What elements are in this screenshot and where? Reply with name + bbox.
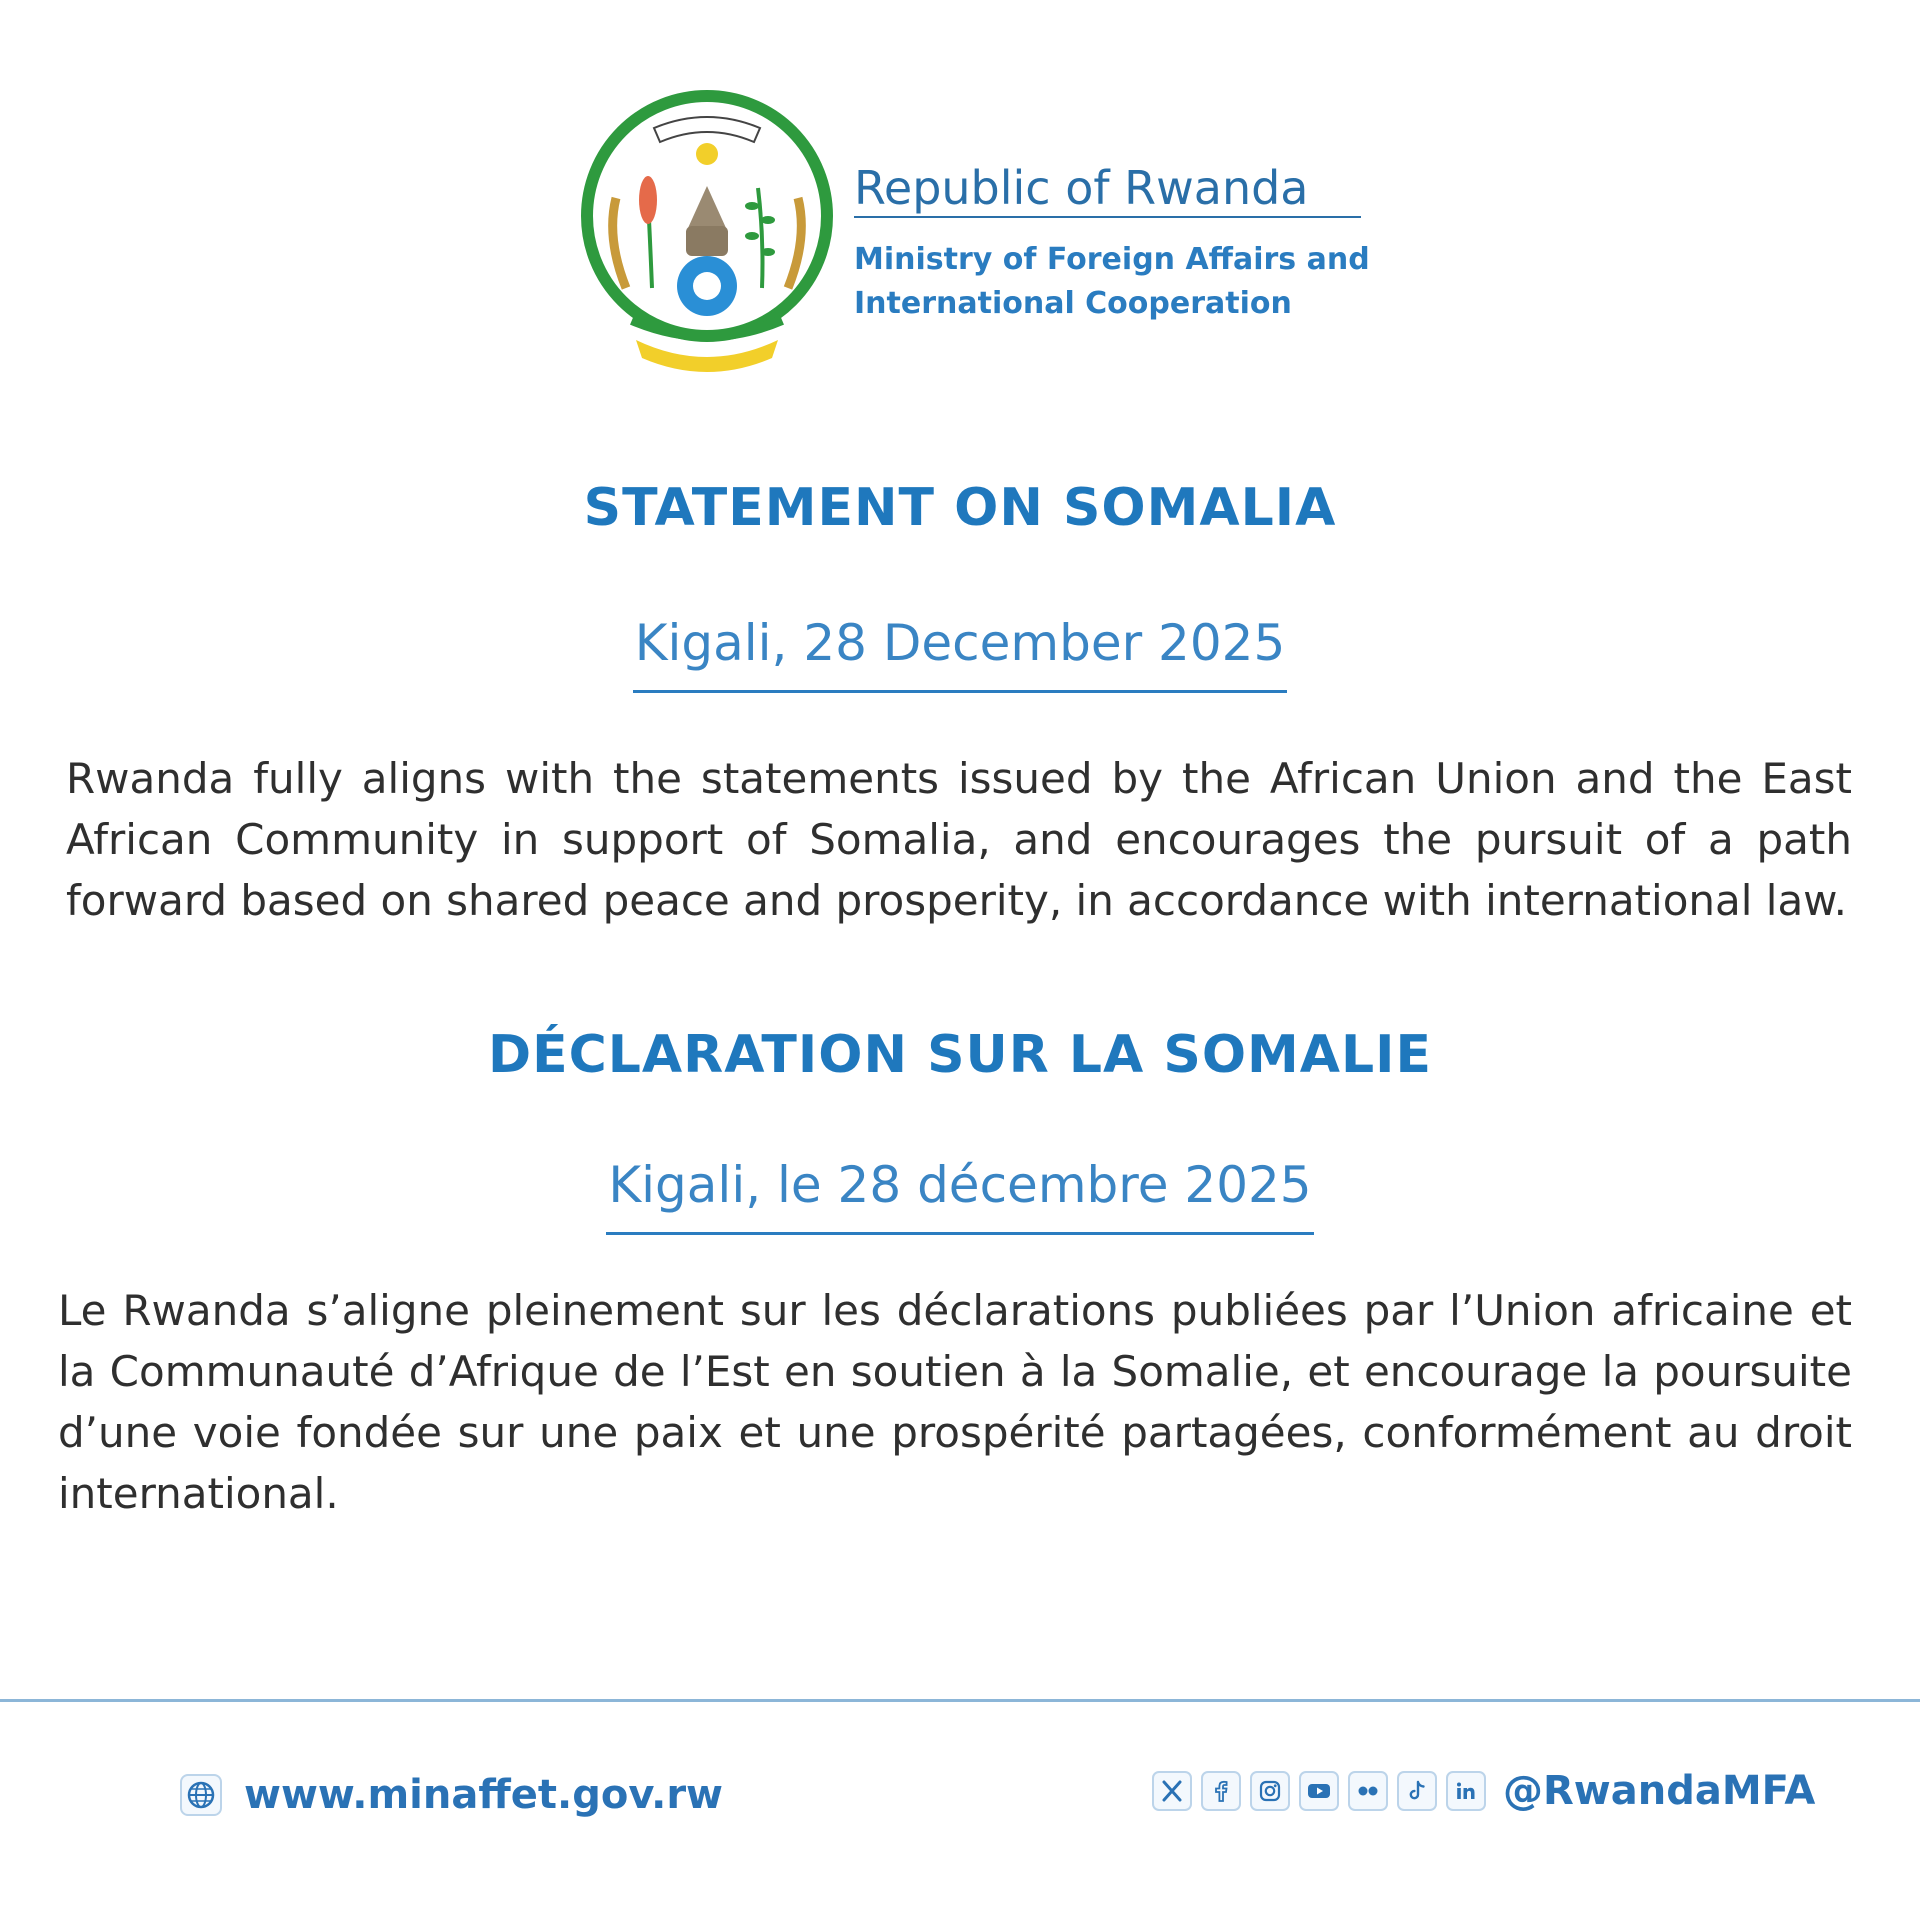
french-date-text: Kigali, le 28 décembre 2025	[606, 1156, 1313, 1235]
french-body: Le Rwanda s’aligne pleinement sur les déclarations publiées par l’Union africaine et la Communauté d’Afrique de l’Est en soutien à la Somalie, et encourage la poursuite d’une voie fondée sur une paix et une prospérité partagées, conformément au droit international.	[58, 1286, 1852, 1518]
footer-divider	[0, 1699, 1920, 1702]
french-title: DÉCLARATION SUR LA SOMALIE	[487, 1025, 1433, 1085]
coat-of-arms-seal	[576, 88, 838, 378]
english-title: STATEMENT ON SOMALIA	[583, 478, 1337, 538]
website-url[interactable]: www.minaffet.gov.rw	[244, 1772, 724, 1818]
social-links	[1152, 1766, 1815, 1816]
flickr-icon[interactable]	[1348, 1771, 1388, 1811]
instagram-icon[interactable]	[1250, 1771, 1290, 1811]
youtube-icon[interactable]	[1299, 1771, 1339, 1811]
english-date	[0, 614, 1920, 693]
website-link[interactable]	[180, 1770, 723, 1820]
english-body: Rwanda fully aligns with the statements issued by the African Union and the East African Community in support of Somalia, and encourages the pursuit of a path forward based on shared peace and prosperity, in accordance with international law.	[66, 754, 1852, 925]
tiktok-icon[interactable]	[1397, 1771, 1437, 1811]
linkedin-icon[interactable]	[1446, 1771, 1486, 1811]
english-date-text: Kigali, 28 December 2025	[633, 614, 1288, 693]
globe-icon	[180, 1774, 222, 1816]
facebook-icon[interactable]	[1201, 1771, 1241, 1811]
ministry-name	[854, 238, 1370, 326]
x-icon[interactable]	[1152, 1771, 1192, 1811]
organization-block	[854, 160, 1370, 326]
ministry-line-2: International Cooperation	[854, 286, 1292, 321]
social-handle[interactable]: @RwandaMFA	[1503, 1768, 1816, 1814]
letterhead	[576, 88, 1370, 378]
french-date	[0, 1156, 1920, 1235]
republic-name: Republic of Rwanda	[854, 160, 1361, 218]
ministry-line-1: Ministry of Foreign Affairs and	[854, 242, 1370, 277]
